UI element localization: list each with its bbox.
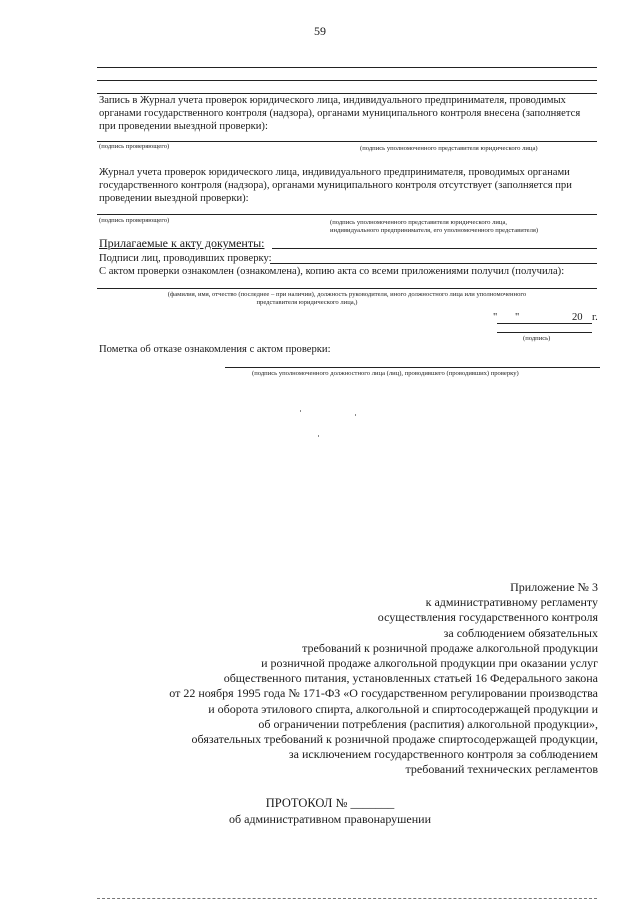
signature-line xyxy=(97,214,597,215)
scan-speck xyxy=(355,414,356,416)
blank-line xyxy=(272,248,597,249)
appendix-line: за соблюдением обязательных xyxy=(443,625,598,640)
fio-caption: (фамилия, имя, отчество (последнее – при наличии), должность руководителя, иного должностного лица или уполномоченного xyxy=(167,291,527,298)
acquainted-text: С актом проверки ознакомлен (ознакомлена), копию акта со всеми приложениями получил (получила): xyxy=(99,266,565,277)
representative-signature-caption: (подпись уполномоченного представителя юридического лица) xyxy=(360,145,538,152)
representative-signature-caption: (подпись уполномоченного представителя юридического лица, xyxy=(330,219,508,226)
date-year-suffix: г. xyxy=(592,312,598,323)
blank-line xyxy=(270,263,597,264)
scan-speck xyxy=(300,410,301,412)
appendix-line: за исключением государственного контроля за соблюдением xyxy=(288,747,598,762)
appendix-line: от 22 ноября 1995 года № 171-ФЗ «О государственном регулировании производства xyxy=(169,686,598,701)
representative-signature-caption-cont: индивидуального предпринимателя, его уполномоченного представителя) xyxy=(330,227,539,234)
date-year: 20 xyxy=(572,312,583,323)
scan-speck xyxy=(318,435,319,437)
date-quote-open: " xyxy=(493,312,498,323)
appendix-line: к административному регламенту xyxy=(425,595,598,610)
appendix-line: и оборота этилового спирта, алкогольной и спиртосодержащей продукции и xyxy=(208,701,598,716)
appendix-line: требований к розничной продаже алкогольной продукции xyxy=(302,640,598,655)
appendix-line: и розничной продаже алкогольной продукции при оказании услуг xyxy=(261,656,598,671)
journal-entry-text: Запись в Журнал учета проверок юридического лица, индивидуального предпринимателя, проводимых органами государственного контроля (надзора), органами муниципального контроля внесена (заполняется при проведении выездной проверки): xyxy=(99,95,581,132)
protocol-title: ПРОТОКОЛ № _______ xyxy=(265,796,395,810)
inspector-signature-caption: (подпись проверяющего) xyxy=(99,217,170,224)
protocol-subtitle: об административном правонарушении xyxy=(228,812,431,826)
signature-line xyxy=(497,332,592,333)
page-bottom-edge xyxy=(97,898,597,899)
appendix-line: требований технических регламентов xyxy=(405,762,598,777)
signature-line xyxy=(97,288,597,289)
inspector-signature-caption: (подпись проверяющего) xyxy=(99,143,170,150)
inspector-signatures-label: Подписи лиц, проводивших проверку: xyxy=(99,253,272,264)
journal-absent-text: Журнал учета проверок юридического лица, индивидуального предпринимателя, проводимых органами государственного контроля (надзора), органами муниципального контроля отсутствует (заполняется при проведении выездной проверки): xyxy=(99,167,572,204)
signature-caption: (подпись) xyxy=(523,335,551,342)
date-quote-close: " xyxy=(515,312,520,323)
page-number: 59 xyxy=(314,24,326,38)
attached-documents-label: Прилагаемые к акту документы: xyxy=(99,236,265,250)
signature-line xyxy=(97,141,597,142)
signature-line xyxy=(225,367,600,368)
appendix-heading xyxy=(78,580,598,778)
blank-line xyxy=(97,80,597,81)
appendix-line: общественного питания, установленных статьей 16 Федерального закона xyxy=(223,671,598,686)
appendix-line: об ограничении потребления (распития) алкогольной продукции», xyxy=(258,716,598,731)
blank-line xyxy=(97,67,597,68)
appendix-line: осуществления государственного контроля xyxy=(377,610,598,625)
refusal-mark-label: Пометка об отказе ознакомления с актом проверки: xyxy=(99,344,331,355)
date-line xyxy=(497,323,592,324)
appendix-line: Приложение № 3 xyxy=(510,580,598,594)
fio-caption-cont: представителя юридического лица,) xyxy=(256,299,358,306)
refusal-signature-caption: (подпись уполномоченного должностного лица (лиц), проводившего (проводивших) проверку) xyxy=(252,370,519,377)
appendix-line: обязательных требований к розничной продаже спиртосодержащей продукции, xyxy=(191,732,598,747)
